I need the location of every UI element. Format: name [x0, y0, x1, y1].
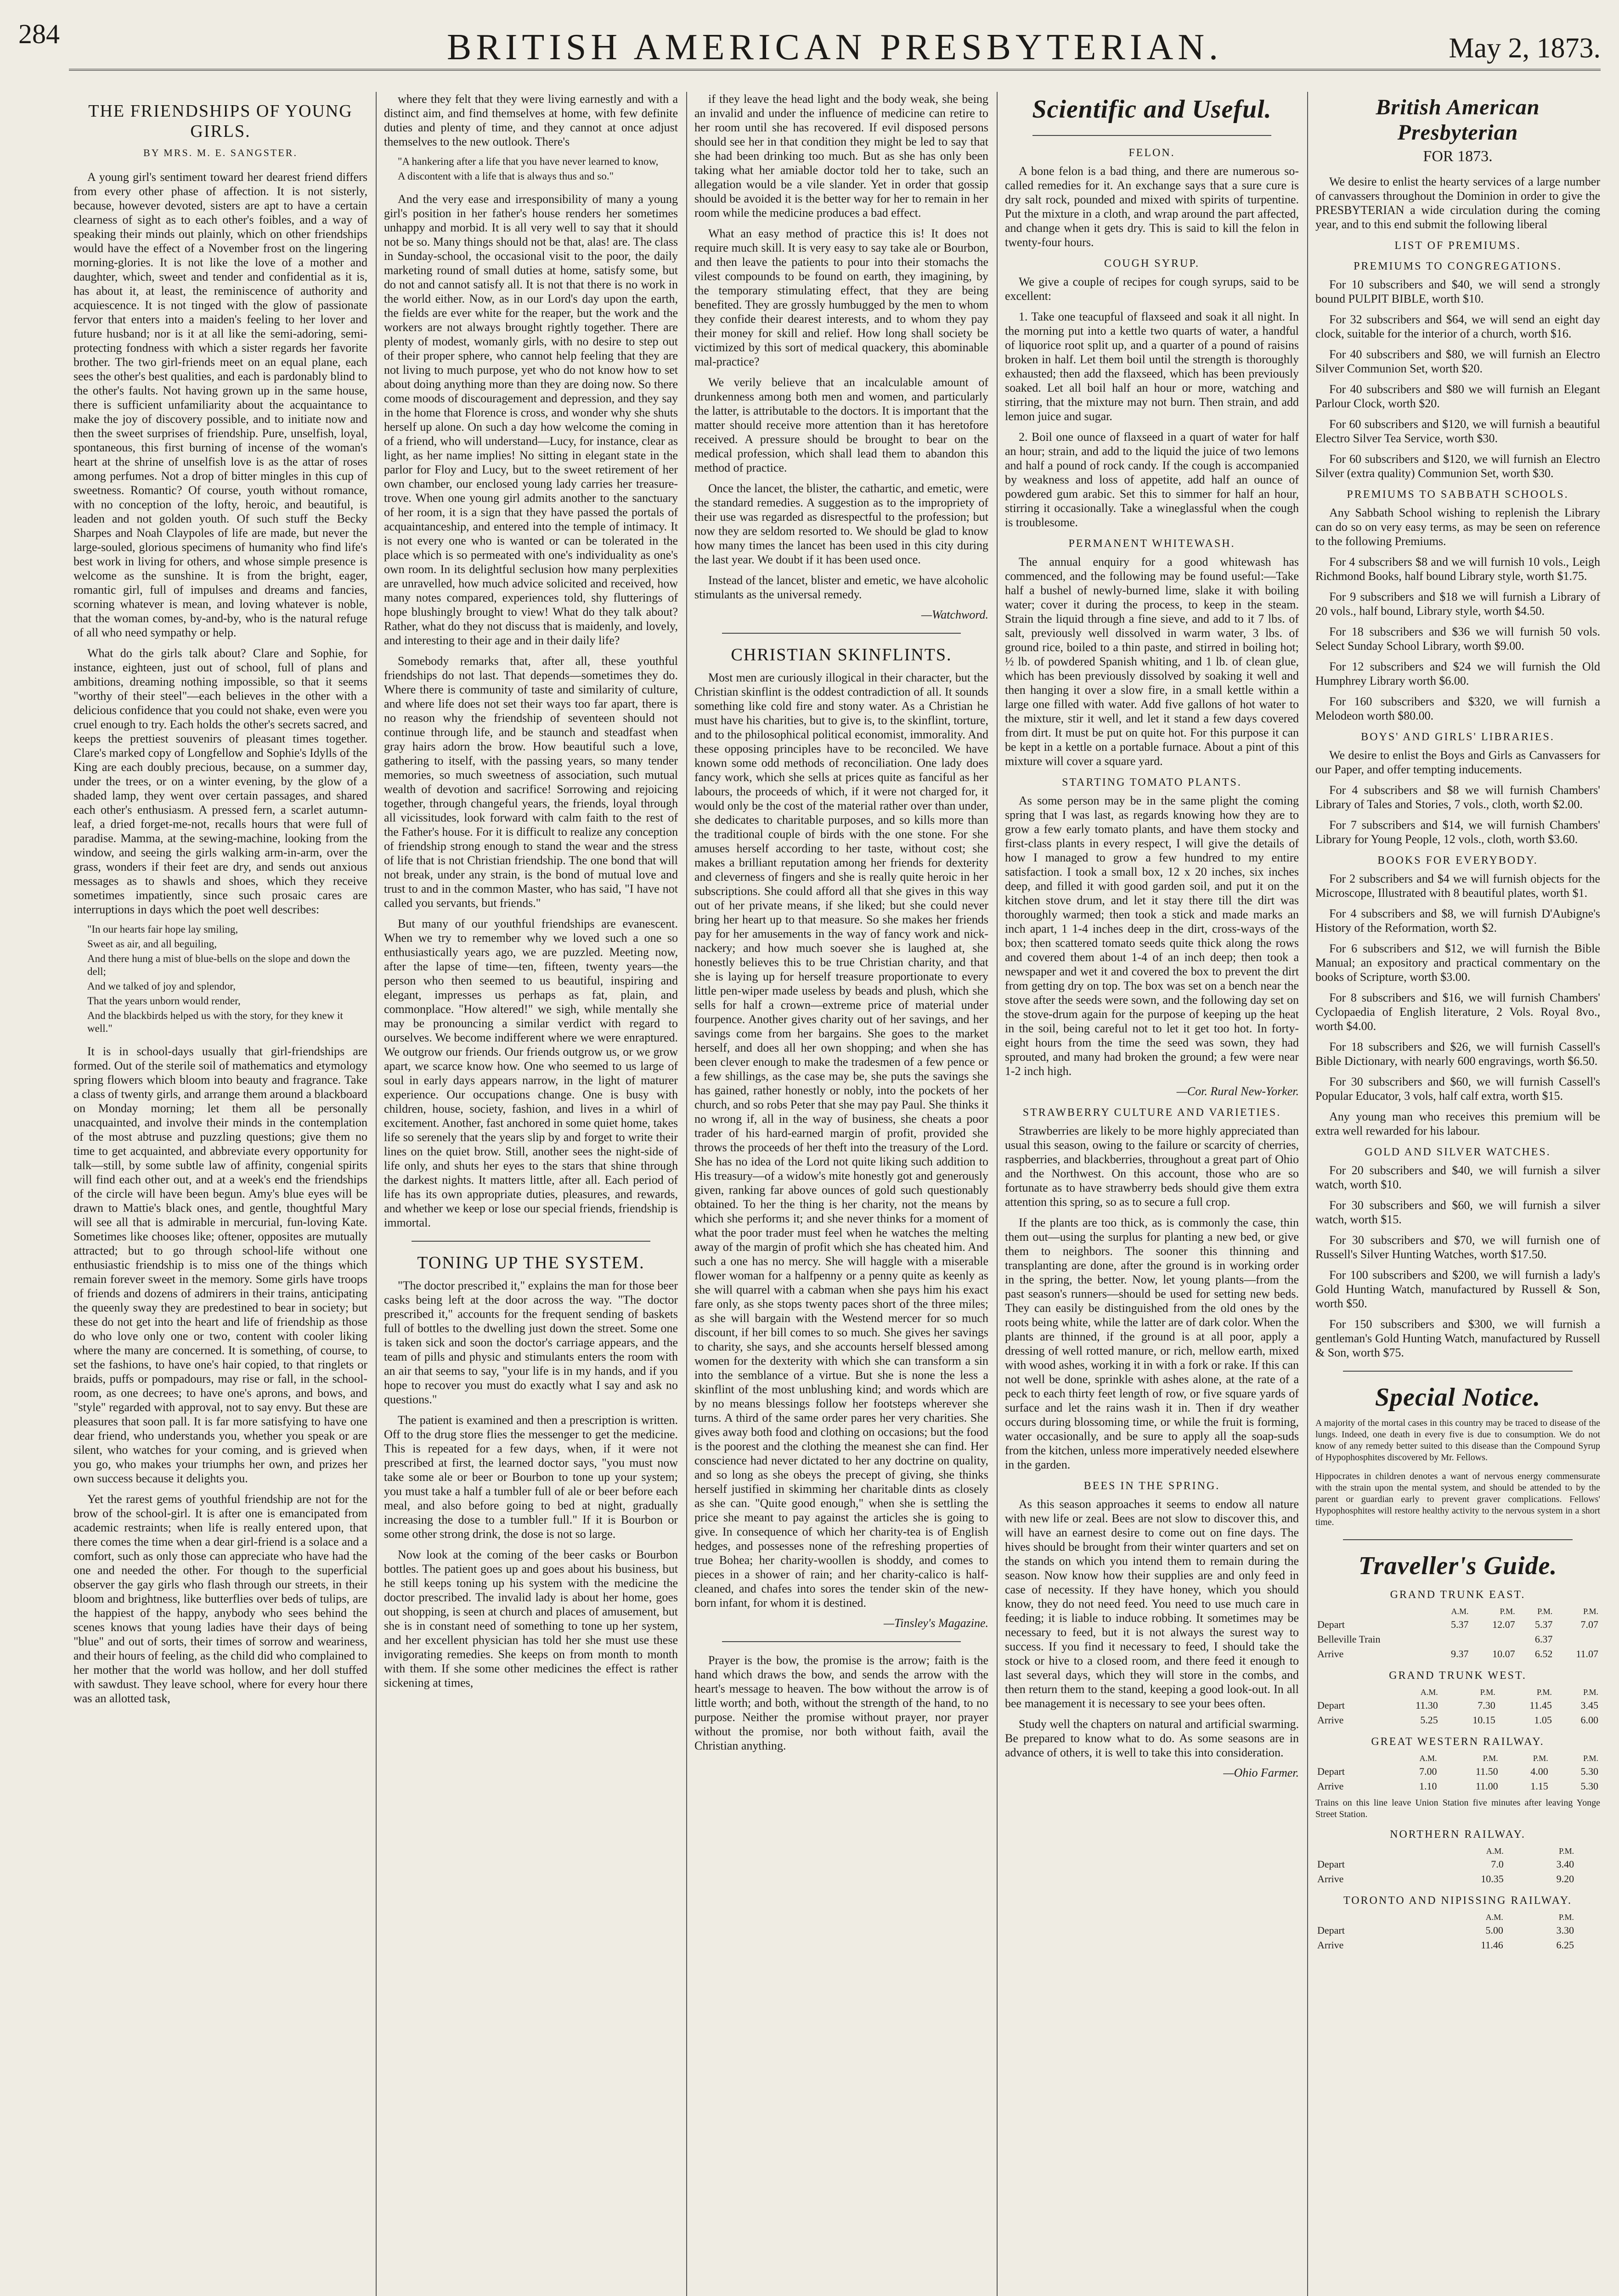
timetable-header-row — [1315, 1687, 1600, 1698]
timetable-cell: Arrive — [1317, 1873, 1344, 1885]
timetable-cell: 6.00 — [1580, 1714, 1598, 1726]
timetable-header: P.M. — [1583, 1688, 1598, 1697]
article-source: —Tinsley's Magazine. — [883, 1616, 988, 1630]
timetable-row — [1315, 1872, 1600, 1886]
railway-timetables — [1315, 1589, 1600, 1953]
timetable-header-row — [1315, 1912, 1600, 1923]
column-5 — [1311, 92, 1605, 2296]
timetable-header — [1315, 1912, 1419, 1923]
item-title: BEES IN THE SPRING. — [1083, 1480, 1220, 1492]
poem-line: And we talked of joy and splendor, — [87, 980, 236, 992]
premium-item: For 20 subscribers and $40, we will furnish a silver watch, worth $10. — [1315, 1164, 1600, 1191]
timetable-cell — [1588, 1938, 1600, 1953]
timetable-cell — [1554, 1632, 1600, 1647]
timetable-header: P.M. — [1583, 1754, 1598, 1763]
item-paragraph: A bone felon is a bad thing, and there are numerous so-called remedies for it. An exchange says that a sure cure is dry salt rock, pounded and mixed with spirits of turpentine. Put the mixture in a cloth, and wrap around the part affected, and change when it gets dry. This is said to kill the felon in twenty-four hours. — [1005, 164, 1299, 249]
timetable-cell: 5.25 — [1420, 1714, 1438, 1726]
timetable-cell: 10.35 — [1481, 1873, 1504, 1885]
timetable-cell — [1576, 1923, 1588, 1938]
premium-item: For 40 subscribers and $80, we will furnish an Electro Silver Communion Set, worth $20. — [1315, 348, 1600, 375]
timetable-cell: 7.0 — [1491, 1858, 1504, 1870]
poem-line: And the blackbirds helped us with the story, for they knew it well." — [87, 1010, 343, 1034]
article-paragraph: But many of our youthful friendships are evanescent. When we try to remember why we loved such a one so enthusiastically years ago, we are puzzled. Meeting now, after the lapse of time—ten, fifteen, twenty years—the person who then seemed to us beautiful, inspiring and elegant, impresses us perhaps as fat, plain, and commonplace. "How altered!" we sigh, while mentally she may be pronouncing a similar verdict with regard to ourselves. We become indifferent where we were enraptured. We outgrow our friends. Our friends outgrow us, or we grow apart, we scarce know how. One who seemed to us large of soul in early days appears narrow, in the light of maturer experience. Our occupations change. One is busy with children, house, society, fashion, and lives in a whirl of excitement. Another, fast anchored in some quiet home, takes life so serenely that the years slip by and forget to write their lines on the quiet brow. Still, another sees the night-side of life only, and shuts her eyes to the stars that shine through the darkest nights. It matters little, after all. Each period of life has its own appropriate duties, pleasures, and rewards, and whether we keep or lose our special friends, friendship is immortal. — [384, 917, 678, 1229]
timetable-cell: 5.37 — [1534, 1619, 1553, 1630]
item-title: STARTING TOMATO PLANTS. — [1062, 777, 1242, 788]
article-paragraph: We verily believe that an incalculable amount of drunkenness among both men and women, and particularly the latter, is attributable to the doctors. It is important that the matter should receive more attention than it has heretofore received. A pressure should be brought to bear on the medical profession, which shall lead them to abandon this method of practice. — [694, 376, 988, 474]
timetable-cell: 6.37 — [1534, 1633, 1553, 1645]
section-rule — [1343, 1539, 1573, 1540]
timetable-row — [1315, 1617, 1600, 1632]
timetable-row — [1315, 1923, 1600, 1938]
timetable-row — [1315, 1632, 1600, 1647]
timetable-header — [1315, 1846, 1418, 1857]
item-source: —Ohio Farmer. — [1223, 1766, 1299, 1779]
premium-item: For 30 subscribers and $60, we will furnish a silver watch, worth $15. — [1315, 1199, 1600, 1226]
poem-line: That the years unborn would render, — [87, 995, 241, 1007]
premium-item: For 18 subscribers and $26, we will furnish Cassell's Bible Dictionary, with nearly 600 engravings, worth $6.50. — [1315, 1040, 1600, 1068]
timetable-header — [1576, 1912, 1588, 1923]
timetable-cell — [1588, 1857, 1600, 1872]
column-4 — [1000, 92, 1303, 2296]
timetable-row — [1315, 1938, 1600, 1953]
premium-group-title: PREMIUMS TO SABBATH SCHOOLS. — [1347, 489, 1569, 501]
timetable-row — [1315, 1779, 1600, 1794]
column-divider — [997, 92, 998, 2296]
railway-name: GRAND TRUNK WEST. — [1389, 1670, 1527, 1682]
timetable-row — [1315, 1647, 1600, 1661]
poem-line: A discontent with a life that is always thus and so." — [398, 170, 614, 182]
premium-list-title: LIST OF PREMIUMS. — [1394, 240, 1521, 252]
premium-item: For 60 subscribers and $120, we will furnish a beautiful Electro Silver Tea Service, worth $30. — [1315, 417, 1600, 445]
timetable-row — [1315, 1857, 1600, 1872]
article-paragraph: if they leave the head light and the body weak, she being an invalid and under the influence of medicine can retire to her room until she has recovered. If evil disposed persons should see her in that condition they might be led to say that she had been drinking too much. But as she has only been taking what her amiable doctor told her to take, such an allegation would be a vile slander. Yet in order that gossip should be avoided it is the better way for her to remain in her room while the medicine produces a bad effect. — [694, 92, 988, 219]
timetable-cell — [1576, 1938, 1588, 1953]
premium-item: For 7 subscribers and $14, we will furnish Chambers' Library for Young People, 12 vols., cloth, worth $3.60. — [1315, 818, 1600, 846]
column-divider — [1307, 92, 1308, 2296]
timetable-header — [1588, 1912, 1600, 1923]
timetable-note: Trains on this line leave Union Station five minutes after leaving Yonge Street Station. — [1315, 1798, 1600, 1819]
article-paragraph: The patient is examined and then a prescription is written. Off to the drug store flies the messenger to get the medicine. This is repeated for a few days, when, if it were not prescribed at first, the learned doctor says, "you must now take some ale or beer or Bourbon to tone up your system; you must take a half a tumbler full of ale or beer before each meal, and also before going to bed at night, gradually increasing the dose to a tumbler full." If it is Bourbon or some other strong drink, the dose is not so large. — [384, 1413, 678, 1541]
article-paragraph: What do the girls talk about? Clare and Sophie, for instance, eighteen, just out of school, full of plans and ambitions, dreaming nothing impossible, so that it seems "worthy of their steel"—each believes in the other with a delicious confidence that you could not shake, even were you cruel enough to try. Each holds the other's secrets sacred, and keeps the prettiest souvenirs of pleasant times together. Clare's marked copy of Longfellow and Sophie's Idylls of the King are each doubly precious, because, on a summer day, under the trees, or on a winter evening, by the glow of a shaded lamp, they went over certain passages, and shared each other's enthusiasm. A pressed fern, a scarlet autumn-leaf, a dried forget-me-not, recalls hours that were full of paradise. Mamma, at the sewing-machine, looking from the window, and seeing the girls walking arm-in-arm, over the grass, wonders if their feet are dry, and sends out anxious messages as to shawls and shoes, which they receive sometimes impatiently, since such prosaic cares are interruptions in days which the poet well describes: — [73, 647, 367, 916]
premium-group-title: BOYS' AND GIRLS' LIBRARIES. — [1361, 731, 1555, 743]
timetable-cell — [1471, 1632, 1517, 1647]
timetable-cell: 11.46 — [1481, 1939, 1503, 1951]
section-header-scientific: Scientific and Useful. — [1032, 95, 1272, 124]
item-paragraph: If the plants are too thick, as is commonly the case, thin them out—using the surplus for planting a new bed, or give them to neighbors. The sooner this thinning and transplanting are done, after the ground is in working order in the spring, the better. Now, let young plants—from the past season's runners—should be used for setting new beds. They can easily be distinguished from the old ones by the roots being white, while the latter are of dark color. When the plants are thinned, if the ground is at all poor, apply a dressing of well rotted manure, or rich, mellow earth, mixed with wood ashes, working it in with a fork or rake. If this can not well be done, sprinkle with ashes alone, at the rate of a peck to each thirty feet length of row, or five square yards of surface and let the rains wash it in. Then if dry weather occurs during blossoming time, or while the fruit is forming, water occasionally, and be sure to apply all the soap-suds from the kitchen, unless more imperatively needed elsewhere in the garden. — [1005, 1216, 1299, 1471]
premium-header: British American Presbyterian — [1376, 95, 1540, 145]
premium-item: For 2 subscribers and $4 we will furnish objects for the Microscope, Illustrated with 8 beautiful plates, worth $1. — [1315, 872, 1600, 900]
timetable-cell — [1588, 1872, 1600, 1886]
item-paragraph: Strawberries are likely to be more highly appreciated than usual this season, owing to the failure or scarcity of cherries, raspberries, and blackberries, throughout a great part of Ohio and the Northwest. On this account, those who are so fortunate as to have strawberry beds should give them extra attention this spring, so as to secure a full crop. — [1005, 1124, 1299, 1209]
article-paragraph: Prayer is the bow, the promise is the arrow; faith is the hand which draws the bow, and sends the arrow with the heart's message to heaven. The bow without the arrow is of little worth; and both, without the strength of the hand, to no purpose. Neither the promise without prayer, nor prayer without the promise, nor both without faith, avail the Christian anything. — [694, 1654, 988, 1752]
poem-line: Sweet as air, and all beguiling, — [87, 938, 217, 950]
premium-item: For 160 subscribers and $320, we will furnish a Melodeon worth $80.00. — [1315, 695, 1600, 722]
premium-item: For 10 subscribers and $40, we will send a strongly bound PULPIT BIBLE, worth $10. — [1315, 278, 1600, 305]
timetable-cell: Arrive — [1317, 1648, 1344, 1660]
timetable-cell: 1.05 — [1534, 1714, 1552, 1726]
travellers-guide-title: Traveller's Guide. — [1358, 1552, 1557, 1580]
article-paragraph: Once the lancet, the blister, the cathartic, and emetic, were the standard remedies. A suggestion as to the impropriety of their use was regarded as disrespectful to the profession; but now they are seldom resorted to. We should be glad to know how many times the lancet has been used in this city during the last year. We doubt if it has been used once. — [694, 482, 988, 566]
article-title-toning: TONING UP THE SYSTEM. — [417, 1253, 645, 1272]
article-title-skinflints: CHRISTIAN SKINFLINTS. — [731, 645, 952, 664]
timetable-cell: 9.20 — [1556, 1873, 1574, 1885]
article-paragraph: Somebody remarks that, after all, these youthful friendships do not last. That depends—sometimes they do. Where there is community of taste and similarity of culture, and where life does not set their ways too far apart, there is no reason why the friendship of seventeen should not continue through life, and be staunch and steadfast when gray hairs adorn the brow. How beautiful such a love, gathering to itself, with the passing years, so many tender memories, so much sweetness of association, such mutual wealth of devotion and sacrifice! Sorrowing and rejoicing together, through changeful years, the friends, loyal through all vicissitudes, look forward with calm faith to the rest of the Father's house. For it is difficult to realize any conception of friendship strong enough to stand the wear and the stress of life that is not Christian friendship. The one bond that will not break, under any strain, is the bond of mutual love and trust to and in the common Master, who has said, "I have not called you servants, but friends." — [384, 654, 678, 910]
article-paragraph: What an easy method of practice this is! It does not require much skill. It is very easy to say take ale or Bourbon, and then leave the patients to pour into their stomachs the vilest compounds to be found on earth, they imagining, by the temporary stimulating effect, that they are being benefited. They are grossly humbugged by the men to whom they confide their dearest interests, and to whom they pay their money for skill and relief. How long shall society be victimized by this sort of medical quackery, this abominable mal-practice? — [694, 227, 988, 368]
timetable-header: P.M. — [1537, 1607, 1553, 1616]
timetable-header: A.M. — [1486, 1846, 1504, 1856]
timetable-cell: Depart — [1317, 1766, 1345, 1777]
timetable-header: P.M. — [1533, 1754, 1548, 1763]
timetable-cell: Belleville Train — [1317, 1633, 1381, 1645]
special-notice-title: Special Notice. — [1375, 1383, 1541, 1412]
premium-item: For 32 subscribers and $64, we will send an eight day clock, suitable for the interior of a church, worth $16. — [1315, 313, 1600, 340]
timetable-header: A.M. — [1420, 1688, 1438, 1697]
premium-item: For 150 subscribers and $300, we will furnish a gentleman's Gold Hunting Watch, manufactured by Russell & Son, worth $75. — [1315, 1317, 1600, 1359]
timetable-cell: 7.30 — [1478, 1699, 1495, 1711]
poem-line: "In our hearts fair hope lay smiling, — [87, 923, 238, 935]
timetable-cell: 5.00 — [1485, 1925, 1503, 1936]
column-2 — [379, 92, 683, 2296]
article-source: —Watchword. — [921, 608, 988, 621]
article-paragraph: "The doctor prescribed it," explains the man for those beer casks being left at the door across the way. "The doctor prescribed it," accounts for the frequent sending of baskets full of bottles to the dwelling just down the street. Some one is taken sick and soon the doctor's carriage appears, and the team of pills and physic and stimulants enters the room with an air that seems to say, "your life is in my hands, and if you hope to recover you must do exactly what I say and ask no questions." — [384, 1279, 678, 1406]
premium-subheader: FOR 1873. — [1423, 148, 1493, 165]
timetable-cell — [1588, 1923, 1600, 1938]
item-paragraph: As this season approaches it seems to endow all nature with new life or zeal. Bees are not slow to discover this, and will have an earnest desire to come out on fine days. The hives should be brought from their winter quarters and set on the stands on which you intend them to remain during the season. Now know how their supplies are and only feed in case of necessity. If they have honey, which you should know, they do not need feed. You need to use much care in feeding; it is liable to induce robbing. It sometimes may be necessary to feed, but it is not always the surest way to success. If you find it necessary to feed, I should take the stock or hive to a closed room, and there feed it enough to last several days, which they will store in the combs, and then return them to the stand, keeping a good look-out. In all bee management it is necessary to see your bees often. — [1005, 1497, 1299, 1710]
timetable-row — [1315, 1713, 1600, 1728]
column-divider — [376, 92, 377, 2296]
special-notice-text: A majority of the mortal cases in this country may be traced to disease of the lungs. Indeed, one death in every five is due to consumption. We do not know of any remedy better suited to this disease than the Compound Syrup of Hypophosphites discovered by Mr. Fellows. — [1315, 1418, 1600, 1463]
page-number: 284 — [18, 19, 60, 49]
timetable-cell: 6.25 — [1556, 1939, 1574, 1951]
railway-name: GRAND TRUNK EAST. — [1390, 1589, 1526, 1601]
timetable-header — [1576, 1846, 1588, 1857]
timetable-cell: 3.40 — [1556, 1858, 1574, 1870]
timetable-header: A.M. — [1419, 1754, 1437, 1763]
premium-item: For 8 subscribers and $16, we will furnish Chambers' Cyclopaedia of English literature, 2 Vols. Royal 8vo., worth $4.00. — [1315, 991, 1600, 1033]
timetable-header-row — [1315, 1846, 1600, 1857]
timetable-header: P.M. — [1558, 1913, 1574, 1922]
article-paragraph: Yet the rarest gems of youthful friendship are not for the brow of the school-girl. It is after one is emancipated from academic restraints; when life is really entered upon, that there comes the time when a dear girl-friend is a solace and a comfort, such as only those can appreciate who have had the one and needed the other. For though to the superficial observer the gay girls who flash through our streets, in their bloom and brightness, like butterflies over beds of tulips, are the happiest of the happy, anybody who sees behind the scenes knows that young ladies have their days of being "blue" and out of sorts, their times of sorrow and weariness, and their hours of feeling, as the child did who complained to her mother that the world was hollow, and her doll stuffed with sawdust. They leave school, where for every hour there was an allotted task, — [73, 1492, 367, 1705]
timetable-cell: 1.10 — [1419, 1780, 1437, 1792]
item-paragraph: As some person may be in the same plight the coming spring that I was last, as regards knowing how they are to grow a few early tomato plants, and have them stocky and first-class plants in every respect, I will give the details of how I managed to grow a few hundred to my entire satisfaction. I took a small box, 12 x 20 inches, six inches deep, and filled it with good garden soil, and put it on the kitchen stove drum, and let it stay there till the dirt was thoroughly warmed; then took a stick and made marks an inch apart, 1 1-4 inches deep in the dirt, cross-ways of the box; then scattered tomato seeds quite thick along the rows and covered them about 1-4 of an inch deep; then took a newspaper and wet it and covered the box to prevent the dirt from getting dry on top. The box was set on a bench near the stove after the seeds were sown, and the following day set on the stove-drum again for the purpose of keeping up the heat in the soil, being careful not to let it get too hot. In forty-eight hours from the time the seed was sown, they had sprouted, and many had broken the ground; a few were near 1-2 inch high. — [1005, 794, 1299, 1078]
railway-name: GREAT WESTERN RAILWAY. — [1371, 1736, 1545, 1748]
item-title: PERMANENT WHITEWASH. — [1068, 538, 1235, 550]
timetable-header: A.M. — [1451, 1607, 1469, 1616]
issue-date: May 2, 1873. — [1449, 33, 1601, 64]
masthead — [69, 18, 1601, 71]
section-rule — [722, 633, 961, 634]
premium-item: For 100 subscribers and $200, we will furnish a lady's Gold Hunting Watch, manufactured by Russell & Son, worth $50. — [1315, 1268, 1600, 1310]
timetable-row — [1315, 1764, 1600, 1779]
timetable-header: P.M. — [1583, 1607, 1598, 1616]
article-paragraph: It is in school-days usually that girl-friendships are formed. Out of the sterile soil of mathematics and etymology spring flowers which bloom into beauty and fragrance. Take a class of twenty girls, and arrange them around a blackboard on Monday morning; let them all be personally unacquainted, and involve their minds in the contemplation of the most abtruse and puzzling questions; give them no time to get acquainted, and abbreviate every opportunity for talk—still, by some subtle law of affinity, congenial spirits will find each other out, and at a week's end the friendships of the circle will have been begun. Amy's blue eyes will be drawn to Mattie's black ones, and gentle, thoughtful Mary will see all that is admirable in mercurial, fun-loving Kate. Sometimes like chooses like; oftener, opposites are mutually attracted; but to go through school-life without one enthusiastic friendship is to miss one of the things which remain forever sweet in the memory. Some girls have troops of friends and dozens of admirers in their trains, anticipating the queenly sway they are predestined to bear in society; but these do not get into the heart and life of friendship as those do who love only one or two, content with cooler liking where the many are concerned. It is something, of course, to set the fashions, to have one's hair copied, to that ringlets or braids, puffs or pompadours, may rise or fall, in the school-room, as one decrees; to have one's aprons, and bows, and "style" regarded with approval, not to say envy. But these are pleasures that soon pall. It is far more satisfying to have one dear friend, who understands you, whether you speak or are silent, who watches for your coming, and is grieved when you go, who makes your triumphs her own, and prizes her own success because it delights you. — [73, 1045, 367, 1485]
article-byline: BY MRS. M. E. SANGSTER. — [143, 147, 298, 158]
timetable-cell: Arrive — [1317, 1939, 1344, 1951]
timetable-cell: 11.45 — [1529, 1699, 1552, 1711]
poem-quote — [87, 923, 354, 1035]
timetable — [1315, 1606, 1600, 1661]
timetable-header: P.M. — [1500, 1607, 1515, 1616]
premium-item: For 9 subscribers and $18 we will furnish a Library of 20 vols., half bound, Library style, worth $4.50. — [1315, 590, 1600, 618]
timetable-cell: 7.00 — [1419, 1766, 1437, 1777]
timetable-cell: 11.50 — [1475, 1766, 1498, 1777]
article-paragraph: Instead of the lancet, blister and emetic, we have alcoholic stimulants as the universal remedy. — [694, 574, 988, 601]
timetable-cell: 1.15 — [1530, 1780, 1548, 1792]
column-1 — [69, 92, 372, 2296]
timetable-cell: 10.07 — [1492, 1648, 1515, 1660]
timetable-header: P.M. — [1483, 1754, 1498, 1763]
timetable-cell: Depart — [1317, 1699, 1345, 1711]
timetable-cell — [1576, 1857, 1588, 1872]
timetable-cell: 5.37 — [1451, 1619, 1469, 1630]
premium-item: For 12 subscribers and $24 we will furnish the Old Humphrey Library worth $6.00. — [1315, 660, 1600, 687]
timetable-cell: 11.30 — [1416, 1699, 1438, 1711]
timetable-header-row — [1315, 1606, 1600, 1617]
poem-line: And there hung a mist of blue-bells on the slope and down the dell; — [87, 953, 350, 977]
premium-item: For 40 subscribers and $80 we will furnish an Elegant Parlour Clock, worth $20. — [1315, 383, 1600, 410]
timetable-cell — [1576, 1872, 1588, 1886]
premium-item: For 30 subscribers and $60, we will furnish Cassell's Popular Educator, 3 vols, half calf extra, worth $15. — [1315, 1075, 1600, 1103]
premium-group-title: GOLD AND SILVER WATCHES. — [1365, 1146, 1551, 1158]
premium-item: Any young man who receives this premium will be extra well rewarded for his labour. — [1315, 1110, 1600, 1137]
item-paragraph: 1. Take one teacupful of flaxseed and soak it all night. In the morning put into a kettle two quarts of water, a handful of liquorice root split up, and a quarter of a pound of raisins broken in half. Let them boil until the strength is thoroughly exhausted; then add the flaxseed, which has been previously soaked. Let all boil half an hour or more, watching and stirring, that the mixture may not burn. Then strain, and add lemon juice and sugar. — [1005, 310, 1299, 423]
premium-item: For 18 subscribers and $36 we will furnish 50 vols. Select Sunday School Library, worth $9.00. — [1315, 625, 1600, 653]
paper-title: BRITISH AMERICAN PRESBYTERIAN. — [446, 27, 1223, 68]
timetable-cell: 9.37 — [1451, 1648, 1469, 1660]
item-title: STRAWBERRY CULTURE AND VARIETIES. — [1022, 1107, 1281, 1119]
premium-item: For 60 subscribers and $120, we will furnish an Electro Silver (extra quality) Communion Set, worth $30. — [1315, 452, 1600, 480]
article-paragraph: And the very ease and irresponsibility of many a young girl's position in her father's house renders her sometimes unhappy and morbid. It is all very well to say that it should not be so. Many things should not be that, alas! are. The class in Sunday-school, the occasional visit to the poor, the daily marketing round of small duties at home, satisfy some, but do not and cannot satisfy all. It is not that there is no work in the world either. Now, as in our Lord's day upon the earth, the fields are ever white for the reaper, but the work and the workers are not always brought rightly together. There are plenty of modest, womanly girls, with no desire to step out of their proper sphere, who cannot help feeling that they are not living to much purpose, yet who do not know how to set about doing anything more than they are doing now. So there come moods of discouragement and depression, and they say in the home that Florence is cross, and wonder why she shuts herself up alone. On such a day how welcome the coming in of a friend, who will understand—Lucy, for instance, clear as light, as her name implies! No sitting in elegant state in the parlor for Floy and Lucy, but to the sweet retirement of her own chamber, our enclosed young lady carries her treasure-trove. When one young girl admits another to the sanctuary of her room, it is a sign that they have passed the portals of acquaintanceship, and entered into the temple of intimacy. It is not every one who is wanted or can be tolerated in the place which is so permeated with one's individuality as one's own room. In its delightful seclusion how many perplexities are unravelled, how much advice solicited and received, how many notes compared, experiences told, shy flutterings of hope blushingly brought to view! What do they talk about? Rather, what do they not discuss that is maidenly, and lovely, and interesting to their age and in their daily life? — [384, 192, 678, 647]
railway-name: NORTHERN RAILWAY. — [1390, 1829, 1526, 1840]
timetable-cell: 6.52 — [1534, 1648, 1553, 1660]
timetable-cell: Arrive — [1317, 1780, 1344, 1792]
timetable-header: A.M. — [1485, 1913, 1503, 1922]
item-paragraph: The annual enquiry for a good whitewash has commenced, and the following may be found useful:—Take half a bushel of newly-burned lime, slake it with boiling water; cover it during the process, to keep in the steam. Strain the liquid through a fine sieve, and add to it 7 lbs. of salt, previously well dissolved in warm water, 3 lbs. of ground rice, boiled to a thin paste, and stirred in boiling hot; ½ lb. of powdered Spanish whiting, and 1 lb. of clean glue, which has been previously dissolved by soaking it well and then hanging it over a slow fire, in a small kettle within a large one filled with water. Add five gallons of hot water to the mixture, stir it well, and let it stand a few days covered from dirt. It must be put on quite hot. For this purpose it can be kept in a kettle on a portable furnace. About a pint of this mixture will cover a square yard. — [1005, 555, 1299, 768]
item-paragraph: Study well the chapters on natural and artificial swarming. Be prepared to know what to do. As some seasons are in advance of others, it is well to take this into consideration. — [1005, 1717, 1299, 1759]
item-title: FELON. — [1128, 147, 1175, 159]
timetable — [1315, 1687, 1600, 1728]
article-paragraph: where they felt that they were living earnestly and with a distinct aim, and find themselves at home, with few definite duties and plenty of time, and they cannot at once adjust themselves to the new outlook. There's — [384, 92, 678, 148]
timetable-cell: Depart — [1317, 1858, 1345, 1870]
timetable-cell — [1433, 1632, 1471, 1647]
section-rule — [412, 1241, 650, 1242]
poem-line: "A hankering after a life that you have never learned to know, — [398, 156, 659, 167]
premium-group-title: PREMIUMS TO CONGREGATIONS. — [1354, 260, 1562, 272]
premium-intro: We desire to enlist the hearty services of a large number of canvassers throughout the Dominion in order to give the PRESBYTERIAN a wide circulation during the coming year, and to this end submit the following liberal — [1315, 175, 1600, 231]
article-paragraph: A young girl's sentiment toward her dearest friend differs from every other phase of affection. It is not sisterly, because, however devoted, sisters are apt to have a certain clearness of sight as to each other's foibles, and a way of speaking their minds out plainly, which on other friendships would have the effect of a November frost on the lingering morning-glories. It is not like the love of a mother and daughter, which, sweet and tender and confidential as it is, has about it, at least, the reminiscence of authority and acquiescence. It is not tinged with the glow of passionate fervor that enters into a maiden's feeling to her lover and future husband; nor is it at all like the semi-adoring, semi-protecting fondness with which a sister regards her favorite brother. The two girl-friends meet on an equal plane, each sees the other's best qualities, and each is pardonably blind to the other's faults. Not having grown up in the same house, there is sufficient unfamiliarity about the acquaintance to make the joy of discovery possible, and to initiate now and then the sweet surprises of friendship. Pure, unselfish, loyal, spontaneous, this first burning of incense of the woman's heart at the shrine of unselfish love is as the attar of roses among perfumes. Not a drop of bitter mingles in this cup of sweetness. Romantic? Of course, youth without romance, with no conception of the lofty, heroic, and beautiful, is leaden and not golden youth. Of such stuff the Becky Sharpes and Noah Claypoles of life are made, but never the large-souled, glorious specimens of humanity who find life's best work in living for others, and whose simple presence is welcome as the sunshine. It is from the bright, eager, romantic girl, full of impulses and dreams and fancies, scorning whatever is mean, and loving whatever is noble, that the woman comes, by-and-by, who is the natural refuge of all who need sympathy or help. — [73, 170, 367, 639]
column-divider — [686, 92, 687, 2296]
section-rule — [1343, 1371, 1573, 1372]
section-rule — [722, 1641, 961, 1642]
item-source: —Cor. Rural New-Yorker. — [1176, 1085, 1299, 1098]
timetable-cell: 5.30 — [1580, 1780, 1598, 1792]
timetable — [1315, 1846, 1600, 1886]
column-3 — [690, 92, 993, 2296]
timetable-header: P.M. — [1559, 1846, 1574, 1856]
timetable-header: P.M. — [1536, 1688, 1552, 1697]
timetable-cell: 10.15 — [1472, 1714, 1495, 1726]
item-title: COUGH SYRUP. — [1104, 258, 1200, 270]
timetable-cell: 11.07 — [1576, 1648, 1598, 1660]
timetable-cell: 12.07 — [1492, 1619, 1515, 1630]
timetable-cell: 7.07 — [1580, 1619, 1598, 1630]
premium-item: For 4 subscribers and $8, we will furnish D'Aubigne's History of the Reformation, worth $2. — [1315, 907, 1600, 934]
item-paragraph: 2. Boil one ounce of flaxseed in a quart of water for half an hour; strain, and add to the liquid the juice of two lemons and half a pound of rock candy. If the cough is accompanied by weakness and loss of appetite, add half an ounce of powdered gum arabic. Set this to simmer for half an hour, stirring it occasionally. Take a wineglassful when the cough is troublesome. — [1005, 430, 1299, 529]
premium-item: For 30 subscribers and $70, we will furnish one of Russell's Silver Hunting Watches, worth $17.50. — [1315, 1233, 1600, 1261]
premium-item: For 6 subscribers and $12, we will furnish the Bible Manual; an expository and practical commentary on the books of Scripture, worth $3.00. — [1315, 942, 1600, 984]
timetable-cell: 4.00 — [1530, 1766, 1548, 1777]
item-paragraph: We give a couple of recipes for cough syrups, said to be excellent: — [1005, 275, 1299, 303]
timetable-cell: Arrive — [1317, 1714, 1344, 1726]
railway-name: TORONTO AND NIPISSING RAILWAY. — [1343, 1895, 1573, 1907]
premium-item: We desire to enlist the Boys and Girls as Canvassers for our Paper, and offer tempting inducements. — [1315, 748, 1600, 776]
poem-quote — [398, 155, 664, 183]
timetable-cell: 3.30 — [1556, 1925, 1574, 1936]
premium-item: Any Sabbath School wishing to replenish the Library can do so on very easy terms, as may be seen on reference to the following Premiums. — [1315, 506, 1600, 548]
timetable-cell: 11.00 — [1475, 1780, 1498, 1792]
timetable-header — [1315, 1606, 1433, 1617]
article-paragraph: Most men are curiously illogical in their character, but the Christian skinflint is the oddest contradiction of all. It sounds something like cold fire and stony water. As a Christian he must have his charities, but to give is, to the skinflint, torture, and to the philosophical political economist, immorality. And these opposing principles have to be reconciled. We have known some odd methods of reconciliation. One lady does fancy work, which she sells at prices quite as fanciful as her labours, the proceeds of which, if it were not charged for, it would only be the cost of the material rather over than under, she dedicates to charitable purposes, and so kills more than the traditional couple of birds with the one stone. For she amuses herself according to her taste, without cost; she makes a brilliant reputation among her friends for dexterity and cleverness of fingers and she is really quite heroic in her subscriptions. She could afford all that she gives in this way out of her private means, if she liked; but she could never bring her heart up to that measure. So she makes her friends pay for her amusements in the way of fancy work and nick-nackery; and how much soever she is laughed at, she honestly believes this to be true Christian charity, and that she is laying up for herself treasure proportionate to every little pen-wiper made useless by beads and plush, which she sells for half a crown—extreme price of material under fourpence. Another gives charity out of her savings, and her savings come from her bargains. She goes to the market herself, and does all her own shopping; and when she has been clever enough to make the tradesmen of a few pence or a few shillings, as the case may be, she puts the savings she has gained, rather honestly or nobly, into the pockets of her church, and so robs Peter that she may pay Paul. She thinks it no wrong if, all in the way of business, she cheats a poor trader of his hard-earned margin of profit, provided she throws the proceeds of her theft into the treasury of the Lord. She has no idea of the Lord not quite liking such addition to His treasury—of a widow's mite honestly got and generously given, ranking far above ounces of gold such questionably obtained. To her the thing is her charity, not the means by which she performs it; and she never thinks for a moment of what the poor trader must feel when he watches the melting away of the margin of profit which she has cheated him. And such a one has no mercy. She will haggle with a miserable flower woman for a halfpenny or a penny quite as keenly as she will quarrel with a cabman when she pays him his exact fare only, as she stops twenty paces short of the three miles; as she will bargain with the Westend mercer for so much discount, if her bill comes to so much. She gives her savings to charity, she says, and she accounts herself blessed among women for the dexterity with which she can transform a sin into the semblance of a virtue. But she is none the less a skinflint of the most unblushing kind; and words which are by no means blessings follow her footsteps wherever she turns. A third of the same order pares her very charities. She gives away both food and clothing on occasions; but the food is the poorest and the clothing the meanest she can find. Her conscience had never dictated to her any doctrine on quality, and so long as she obeys the precept of giving, she thinks herself justified in skimming her charitable dints as closely as she can. "Quite good enough," when she is settling the price she meant to pay against the articles she is going to give. In consequence of which her charity-tea is of English hedges, and possesses none of the refreshing properties of true Bohea; her charity-woollen is shoddy, and comes to pieces in a shower of rain; and her charity-calico is half-cleaned, and chafes into sores the tender skin of the new-born infant, for whom it is destined. — [694, 671, 988, 1609]
timetable-cell: Depart — [1317, 1925, 1345, 1936]
timetable-cell: 5.30 — [1580, 1766, 1598, 1777]
timetable — [1315, 1912, 1600, 1953]
article-paragraph: Now look at the coming of the beer casks or Bourbon bottles. The patient goes up and goes about his business, but he still keeps toning up his system with the medicine the doctor prescribed. The invalid lady is about her home, goes out shopping, is seen at church and places of amusement, but she is in constant need of something to tone up her system, and her excellent physician has told her she must use these invigorating remedies. She keeps on from month to month with them. If she some other medicines the effect is rather sickening at times, — [384, 1548, 678, 1689]
section-rule — [1032, 135, 1271, 136]
timetable-cell: Depart — [1317, 1619, 1345, 1630]
timetable-header-row — [1315, 1753, 1600, 1764]
timetable-header — [1315, 1753, 1388, 1764]
special-notice-text: Hippocrates in children denotes a want of nervous energy commensurate with the strain upon the mental system, and should be attended to by the parent or guardian early to prevent graver complications. Fellows' Hypophosphites will restore healthy activity to the nervous system in a short time. — [1315, 1471, 1600, 1527]
timetable-header — [1315, 1687, 1383, 1698]
timetable-header: P.M. — [1480, 1688, 1495, 1697]
timetable-row — [1315, 1698, 1600, 1713]
premium-item: For 4 subscribers $8 and we will furnish 10 vols., Leigh Richmond Books, half bound Library style, worth $1.75. — [1315, 555, 1600, 583]
premium-group-title: BOOKS FOR EVERYBODY. — [1377, 855, 1538, 867]
timetable-header — [1588, 1846, 1600, 1857]
timetable-cell: 3.45 — [1580, 1699, 1598, 1711]
premium-item: For 4 subscribers and $8 we will furnish Chambers' Library of Tales and Stories, 7 vols., cloth, worth $2.00. — [1315, 783, 1600, 811]
timetable — [1315, 1753, 1600, 1794]
article-title-friendships: THE FRIENDSHIPS OF YOUNG GIRLS. — [88, 101, 353, 141]
